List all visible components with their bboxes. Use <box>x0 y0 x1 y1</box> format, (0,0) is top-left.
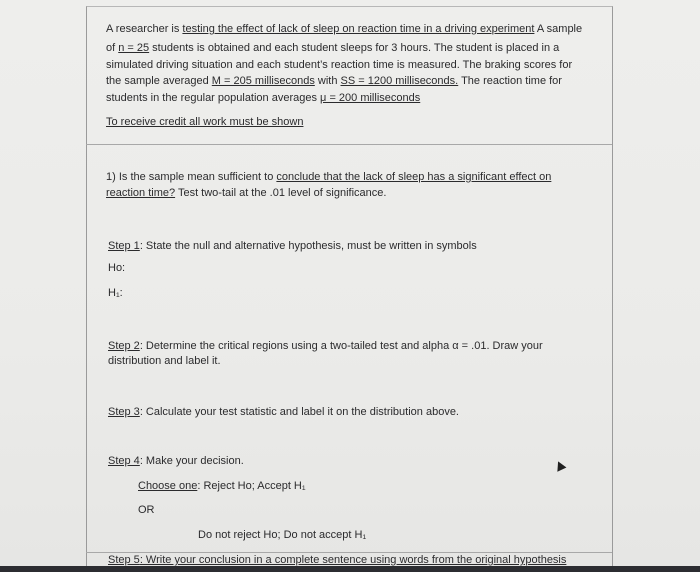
question-line-2: reaction time? Test two-tail at the .01 level of significance. <box>106 187 387 199</box>
intro-line-3: simulated driving situation and each student’s reaction time is measured. The braking scores for <box>106 59 573 71</box>
sum-of-squares: SS = 1200 milliseconds. <box>340 75 459 87</box>
choose-one-label: Choose one <box>138 480 198 492</box>
null-hypothesis-label: Ho: <box>108 262 126 274</box>
intro-line-1: A researcher is testing the effect of lack of sleep on reaction time in a driving experiment A sample <box>106 23 583 35</box>
step4-line: Step 4: Make your decision. <box>108 455 244 467</box>
section-divider <box>86 144 612 145</box>
sample-size: n = 25 <box>118 42 150 54</box>
question-line-1: 1) Is the sample mean sufficient to conclude that the lack of sleep has a significant effect on <box>106 171 552 183</box>
intro-line-4: the sample averaged M = 205 milliseconds with SS = 1200 milliseconds. The reaction time for <box>106 75 562 87</box>
sample-mean: M = 205 milliseconds <box>211 75 315 87</box>
intro-line-5: students in the regular population averages μ = 200 milliseconds <box>106 92 421 104</box>
intro-line-2: of n = 25 students is obtained and each student sleeps for 3 hours. The student is placed in a <box>106 42 560 54</box>
or-label: OR <box>138 504 155 516</box>
step3-label: Step 3 <box>108 406 140 418</box>
step5-label: Step 5 <box>108 554 140 566</box>
population-mean: μ = 200 milliseconds <box>320 92 421 104</box>
alternative-decision: Do not reject Ho; Do not accept H₁ <box>198 529 367 541</box>
step2-label: Step 2 <box>108 340 140 352</box>
step1-line: Step 1: State the null and alternative hypothesis, must be written in symbols <box>108 240 477 252</box>
step5-line: Step 5: Write your conclusion in a complete sentence using words from the original hypothesis <box>108 554 567 566</box>
step3-line: Step 3: Calculate your test statistic and label it on the distribution above. <box>108 406 459 418</box>
step2-line-1: Step 2: Determine the critical regions using a two-tailed test and alpha α = .01. Draw your <box>108 340 543 352</box>
credit-notice: To receive credit all work must be shown <box>106 116 304 128</box>
question-claim: conclude that the lack of sleep has a significant effect on <box>276 171 552 183</box>
bottom-edge <box>0 566 700 572</box>
study-topic: testing the effect of lack of sleep on reaction time in a driving experiment <box>182 23 535 35</box>
step4-label: Step 4 <box>108 455 140 467</box>
choose-one-line: Choose one: Reject Ho; Accept H₁ <box>138 480 306 492</box>
alternative-hypothesis-label: H₁: <box>108 287 123 299</box>
step1-label: Step 1 <box>108 240 140 252</box>
step2-line-2: distribution and label it. <box>108 355 221 367</box>
question-subject: reaction time? <box>106 187 176 199</box>
